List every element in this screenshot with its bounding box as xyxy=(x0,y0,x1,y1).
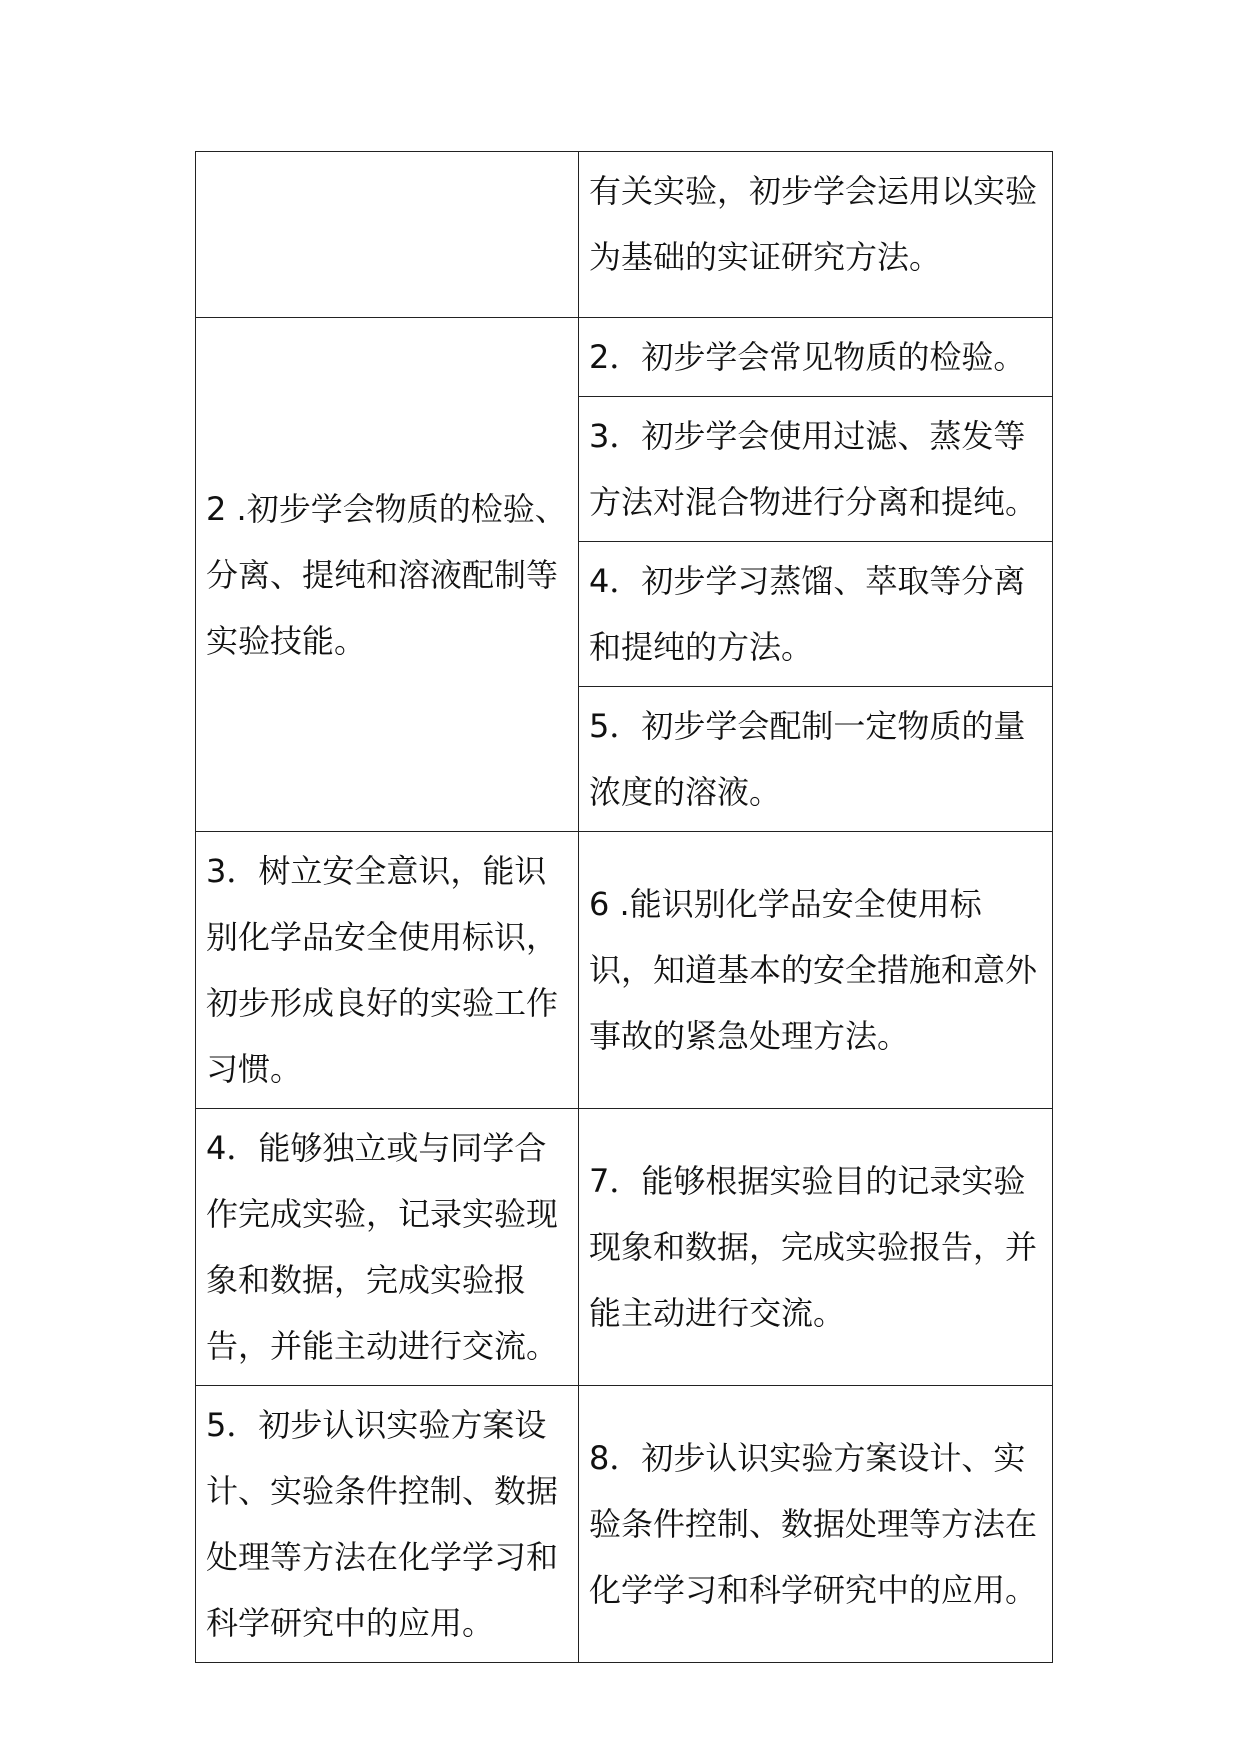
right-cell-text: 6 .能识别化学品安全使用标识，知道基本的安全措施和意外事故的紧急处理方法。 xyxy=(589,885,1038,1055)
left-cell xyxy=(196,832,579,1109)
right-cell xyxy=(579,152,1053,318)
table-row xyxy=(196,832,1053,1109)
left-cell xyxy=(196,318,579,832)
left-cell xyxy=(196,1386,579,1663)
right-cell-text: 5．初步学会配制一定物质的量浓度的溶液。 xyxy=(589,707,1026,811)
right-cell-text: 2．初步学会常见物质的检验。 xyxy=(589,338,1026,376)
right-cell xyxy=(579,542,1053,687)
left-cell-text: 2 .初步学会物质的检验、分离、提纯和溶液配制等实验技能。 xyxy=(206,489,567,660)
left-cell-text: 3．树立安全意识，能识别化学品安全使用标识，初步形成良好的实验工作习惯。 xyxy=(206,852,559,1088)
right-cell-text: 4．初步学习蒸馏、萃取等分离和提纯的方法。 xyxy=(589,562,1026,666)
right-cell-text: 3．初步学会使用过滤、蒸发等方法对混合物进行分离和提纯。 xyxy=(589,417,1038,521)
right-cell xyxy=(579,1109,1053,1386)
table-row xyxy=(196,318,1053,397)
right-cell xyxy=(579,1386,1053,1663)
right-cell-text: 7．能够根据实验目的记录实验现象和数据，完成实验报告，并能主动进行交流。 xyxy=(589,1162,1038,1332)
standards-table xyxy=(195,151,1053,1663)
left-cell xyxy=(196,1109,579,1386)
left-cell-text: 5．初步认识实验方案设计、实验条件控制、数据处理等方法在化学学习和科学研究中的应用。 xyxy=(206,1406,559,1642)
right-cell xyxy=(579,832,1053,1109)
table-row xyxy=(196,1386,1053,1663)
right-cell-text: 有关实验，初步学会运用以实验为基础的实证研究方法。 xyxy=(589,172,1038,276)
right-cell xyxy=(579,397,1053,542)
table-row xyxy=(196,1109,1053,1386)
left-cell-text: 4．能够独立或与同学合作完成实验，记录实验现象和数据，完成实验报告，并能主动进行交流。 xyxy=(206,1129,559,1365)
right-cell xyxy=(579,318,1053,397)
left-cell xyxy=(196,152,579,318)
table-row xyxy=(196,152,1053,318)
right-cell xyxy=(579,687,1053,832)
right-cell-text: 8．初步认识实验方案设计、实验条件控制、数据处理等方法在化学学习和科学研究中的应用。 xyxy=(589,1439,1038,1609)
